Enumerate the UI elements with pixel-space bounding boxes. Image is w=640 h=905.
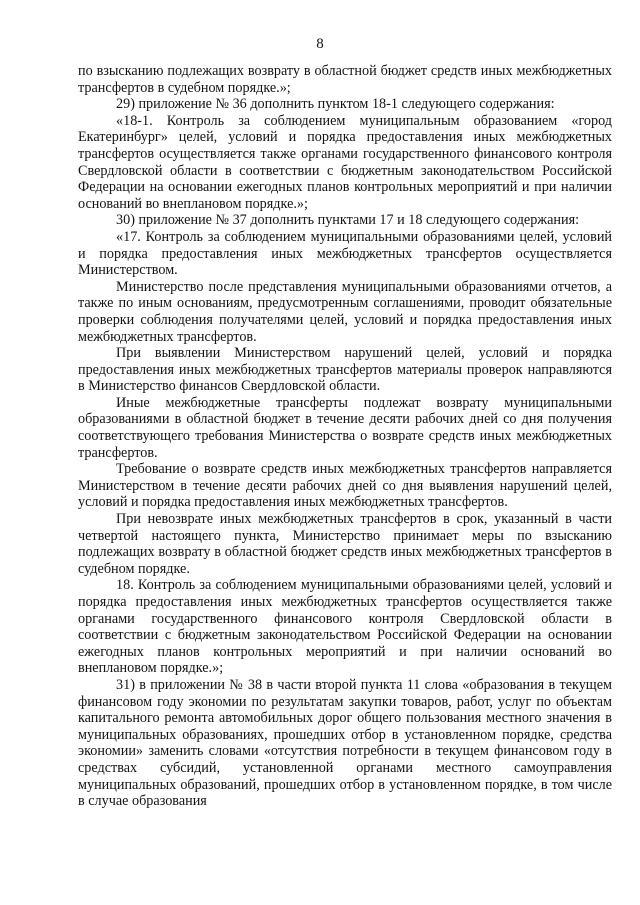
page-number: 8: [316, 36, 324, 52]
paragraph-item-30: 30) приложение № 37 дополнить пунктами 17 и 18 следующего содержания:: [116, 212, 580, 229]
paragraph-point-18: 18. Контроль за соблюдением муниципальными образованиями целей, условий и порядка предоставления иных межбюджетных трансфертов осуществляется также органами государственного финансового контроля Свердловской области в соответствии с бюджетным законодательством Российской Федерации на основании ежегодных планов контрольных мероприятий и при наличии оснований во внеплановом порядке.»;: [78, 577, 612, 677]
document-body: [78, 63, 612, 810]
paragraph-continuation: по взысканию подлежащих возврату в областной бюджет средств иных межбюджетных трансфертов в судебном порядке.»;: [78, 63, 612, 96]
paragraph-item-29: 29) приложение № 36 дополнить пунктом 18-1 следующего содержания:: [116, 96, 555, 113]
paragraph-non-refund: При невозврате иных межбюджетных трансфертов в срок, указанный в части четвертой настоящего пункта, Министерство принимает меры по взысканию подлежащих возврату в областной бюджет средств иных межбюджетных трансфертов в судебном порядке.: [78, 511, 612, 577]
paragraph-refund-requirement: Требование о возврате средств иных межбюджетных трансфертов направляется Министерством в течение десяти рабочих дней со дня выявления нарушений целей, условий и порядка предоставления иных межбюджетных трансфертов.: [78, 461, 612, 511]
paragraph-violations: При выявлении Министерством нарушений целей, условий и порядка предоставления иных межбюджетных трансфертов материалы проверок направляются в Министерство финансов Свердловской области.: [78, 345, 612, 395]
paragraph-point-18-1: «18-1. Контроль за соблюдением муниципальным образованием «город Екатеринбург» целей, условий и порядка предоставления иных межбюджетных трансфертов осуществляется также органами государственного финансового контроля Свердловской области в соответствии с бюджетным законодательством Российской Федерации на основании ежегодных планов контрольных мероприятий и при наличии оснований во внеплановом порядке.»;: [78, 112, 612, 212]
paragraph-point-17: «17. Контроль за соблюдением муниципальными образованиями целей, условий и порядка предоставления иных межбюджетных трансфертов осуществляется Министерством.: [78, 228, 612, 279]
paragraph-item-31: 31) в приложении № 38 в части второй пункта 11 слова «образования в текущем финансовом году экономии по результатам закупки товаров, работ, услуг по объектам капитального ремонта автомобильных дорог общего пользования местного значения в муниципальных образованиях, прошедших отбор в установленном порядке, средства экономии» заменить словами «отсутствия потребности в текущем финансовом году в средствах субсидий, установленной органами местного самоуправления муниципальных образований, прошедших отбор в установленном порядке, в том числе в случае образования: [78, 676, 612, 810]
paragraph-refund: Иные межбюджетные трансферты подлежат возврату муниципальными образованиями в областной бюджет в течение десяти рабочих дней со дня получения соответствующего требования Министерства о возврате средств иных межбюджетных трансфертов.: [78, 394, 612, 461]
paragraph-ministry-checks: Министерство после представления муниципальными образованиями отчетов, а также по иным основаниям, предусмотренным соглашениями, проводит обязательные проверки соблюдения получателями целей, условий и порядка предоставления иных межбюджетных трансфертов.: [78, 278, 612, 345]
